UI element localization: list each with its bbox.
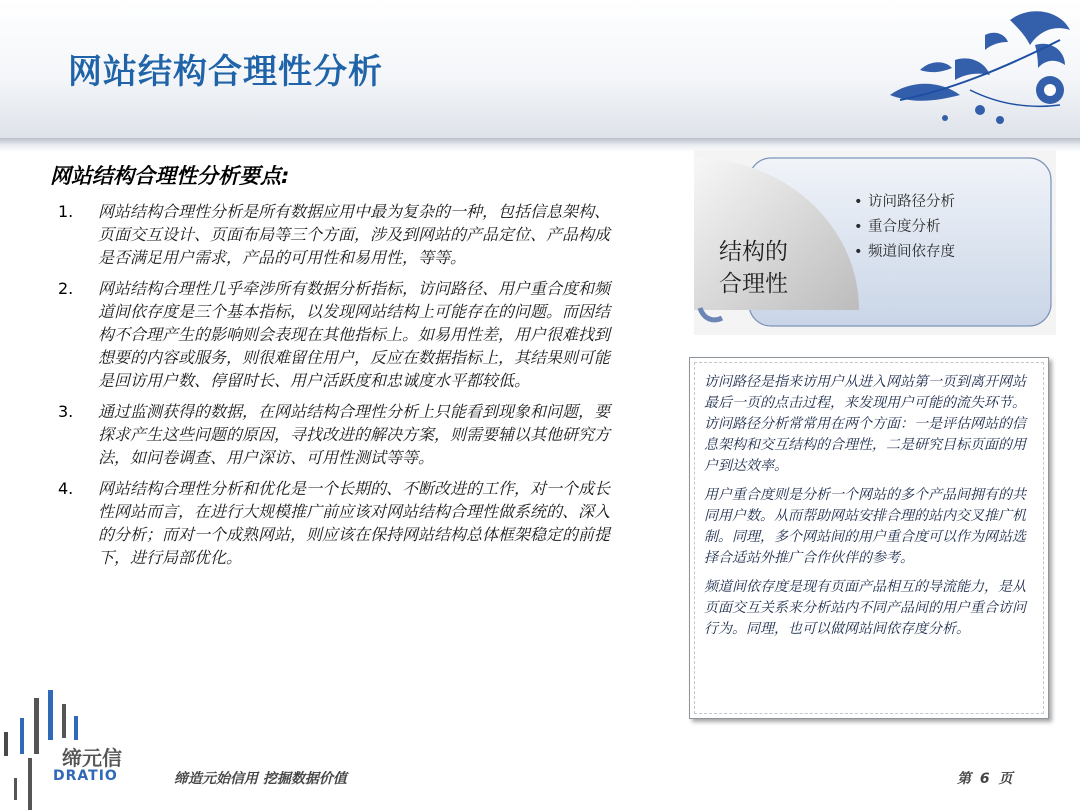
- bullet-dot-icon: •: [854, 194, 863, 210]
- list-item: [58, 477, 618, 569]
- list-item: [58, 277, 618, 392]
- item-text: 网站结构合理性几乎牵涉所有数据分析指标，访问路径、用户重合度和频道间依存度是三个基本指标，以发现网站结构上可能存在的问题。而因结构不合理产生的影响则会表现在其他指标上。如易用性差，用户很难找到想要的内容或服务，则很难留住用户，反应在数据指标上，其结果则可能是回访用户数、停留时长、用户活跃度和忠诚度水平都较低。: [98, 279, 611, 390]
- item-number: 2.: [58, 279, 74, 298]
- item-text: 网站结构合理性分析是所有数据应用中最为复杂的一种，包括信息架构、页面交互设计、页面布局等三个方面，涉及到网站的产品定位、产品构成是否满足用户需求，产品的可用性和易用性，等等。: [98, 202, 611, 267]
- bullet-item: [854, 240, 955, 265]
- bullet-dot-icon: •: [854, 219, 863, 235]
- section-title: 网站结构合理性分析要点:: [50, 164, 290, 188]
- description-box: [689, 357, 1049, 719]
- diagram-label-line1: 结构的: [719, 239, 788, 265]
- item-text: 网站结构合理性分析和优化是一个长期的、不断改进的工作，对一个成长性网站而言，在进行大规模推广前应该对网站结构合理性做系统的、深入的分析；而对一个成熟网站，则应该在保持网站结构总体框架稳定的前提下，进行局部优化。: [98, 479, 611, 567]
- diagram-label: [719, 236, 788, 300]
- description-paragraph: 频道间依存度是现有页面产品相互的导流能力，是从页面交互关系来分析站内不同产品间的用户重合访问行为。同理，也可以做网站间依存度分析。: [704, 579, 1026, 637]
- item-number: 1.: [58, 202, 74, 221]
- page-number-value: 6: [979, 771, 990, 787]
- bullet-text: 访问路径分析: [868, 194, 955, 210]
- description-paragraph: 用户重合度则是分析一个网站的多个产品间拥有的共同用户数。从而帮助网站安排合理的站内交叉推广机制。同理，多个网站间的用户重合度可以作为网站选择合适站外推广合作伙伴的参考。: [704, 487, 1026, 566]
- bullet-item: [854, 190, 955, 215]
- diagram-bullets: [854, 190, 955, 265]
- list-item: [58, 200, 618, 269]
- page-title: 网站结构合理性分析: [68, 52, 383, 92]
- bullet-dot-icon: •: [854, 244, 863, 260]
- diagram-label-line2: 合理性: [719, 271, 788, 297]
- description-text: [704, 372, 1034, 648]
- item-number: 3.: [58, 402, 74, 421]
- bullet-text: 重合度分析: [868, 219, 941, 235]
- logo-subtext: DRATIO: [53, 768, 118, 784]
- key-points-list: [58, 200, 618, 577]
- page-prefix: 第: [957, 771, 971, 787]
- page-number: [955, 768, 1015, 788]
- page-suffix: 页: [998, 771, 1013, 787]
- list-item: [58, 400, 618, 469]
- floral-decoration-icon: [860, 0, 1080, 140]
- item-number: 4.: [58, 479, 74, 498]
- bullet-text: 频道间依存度: [868, 244, 955, 260]
- footer-slogan: 缔造元始信用 挖掘数据价值: [174, 771, 347, 787]
- item-text: 通过监测获得的数据，在网站结构合理性分析上只能看到现象和问题，要探求产生这些问题的原因，寻找改进的解决方案，则需要辅以其他研究方法，如问卷调查、用户深访、可用性测试等等。: [98, 402, 611, 467]
- bullet-item: [854, 215, 955, 240]
- description-paragraph: 访问路径是指来访用户从进入网站第一页到离开网站最后一页的点击过程，来发现用户可能的流失环节。访问路径分析常常用在两个方面：一是评估网站的信息架构和交互结构的合理性，二是研究目标页面的用户到达效率。: [704, 374, 1026, 474]
- structure-diagram: [694, 150, 1056, 335]
- logo-text: 缔元信: [62, 746, 122, 770]
